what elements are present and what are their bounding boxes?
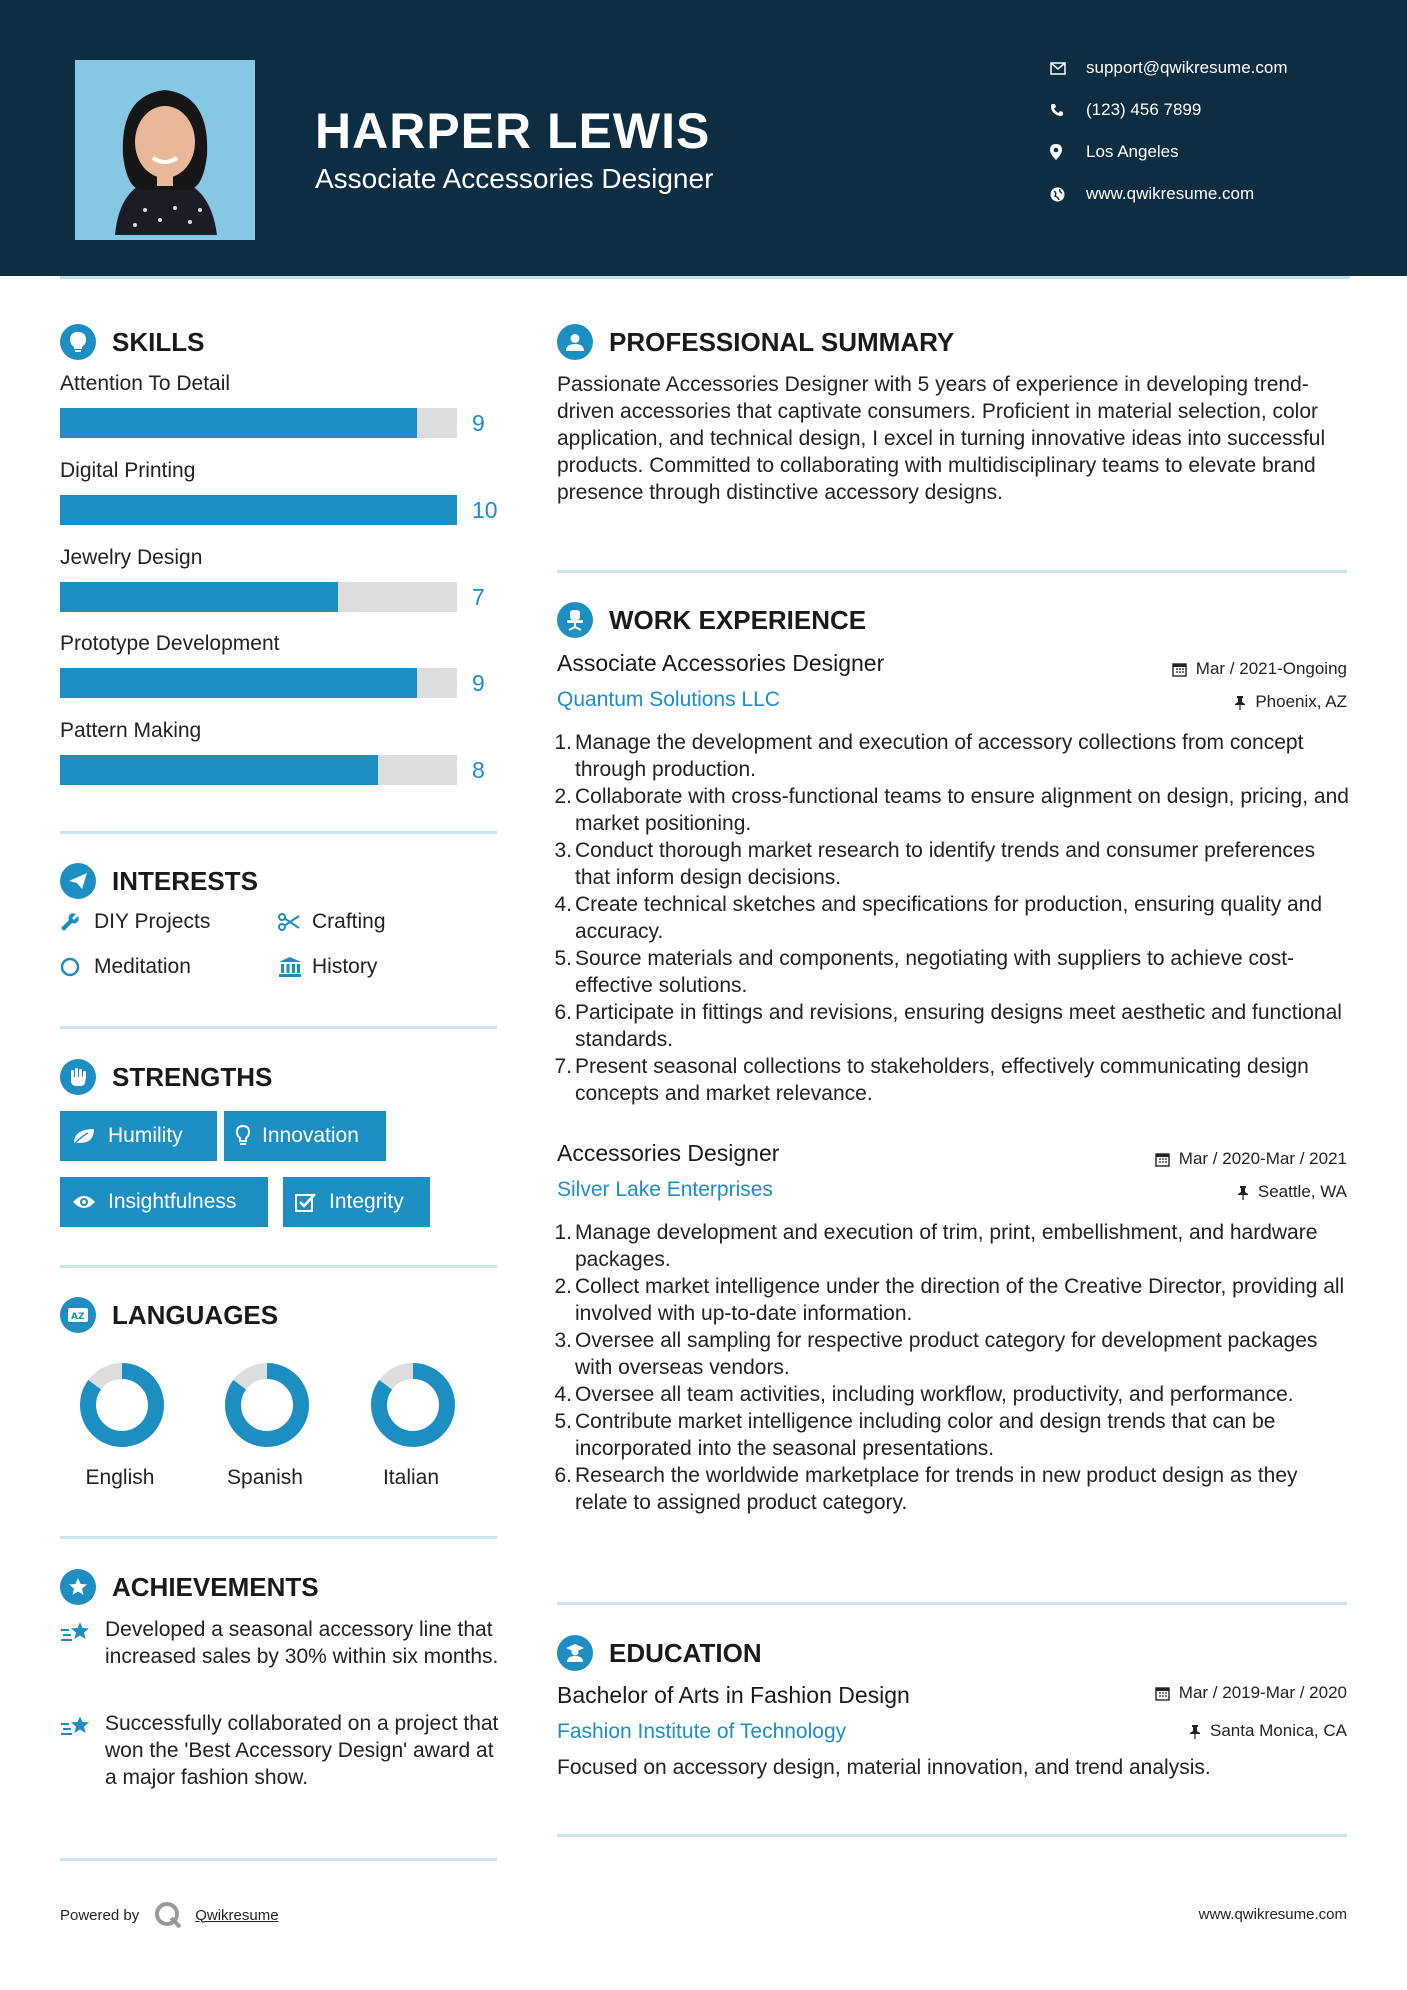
footer-website[interactable]: www.qwikresume.com [1198,1906,1347,1923]
job-date: Mar / 2021-Ongoing [1172,659,1347,679]
summary-heading: PROFESSIONAL SUMMARY [557,324,954,360]
skill-label: Jewelry Design [60,546,203,569]
skill-value: 9 [472,670,485,696]
interests-heading: INTERESTS [60,863,258,899]
language-label: Italian [382,1466,440,1489]
pushpin-icon [1189,1724,1201,1739]
skill-value: 7 [472,584,485,610]
qwikresume-link[interactable]: Qwikresume [195,1906,279,1924]
paper-plane-icon [60,863,96,899]
eye-icon [72,1194,96,1210]
education-description: Focused on accessory design, material innovation, and trend analysis. [557,1756,1211,1779]
skill-value: 10 [472,497,498,523]
section-divider [60,1858,497,1861]
candidate-title: Associate Accessories Designer [315,163,714,194]
list-item: 2. Collaborate with cross-functional teams to ensure alignment on design, pricing, and market positioning. [554,785,1349,835]
skill-value: 9 [472,410,485,436]
language-icon [60,1297,96,1333]
education-location: Santa Monica, CA [1189,1721,1347,1741]
job-location: Seattle, WA [1237,1182,1347,1202]
skill-bar-fill [60,668,417,698]
pushpin-icon [1234,695,1246,710]
candidate-name: HARPER LEWIS [315,103,711,159]
job-responsibilities [550,1219,1350,1516]
interest-item: DIY Projects [60,910,210,934]
profile-photo [75,60,255,240]
skill-label: Attention To Detail [60,372,231,395]
lightbulb-icon [236,1125,250,1147]
wrench-icon [60,912,94,932]
language-donut-chart [212,1350,322,1460]
envelope-icon [1050,62,1086,75]
contact-phone[interactable] [1050,100,1201,120]
education-school: Fashion Institute of Technology [557,1720,847,1743]
star-badge-icon [60,1569,96,1605]
section-divider [60,1536,497,1539]
shooting-star-icon [60,1616,105,1670]
list-item: 1. Manage development and execution of trim, print, embellishment, and hardware packages. [554,1221,1318,1271]
interest-item: History [278,955,377,979]
lightbulb-icon [60,324,96,360]
graduate-icon [557,1635,593,1671]
job-responsibilities [550,729,1350,1107]
contact-website[interactable] [1050,184,1254,204]
list-item: 2. Collect market intelligence under the direction of the Creative Director, providing all involved with up-to-date information. [554,1275,1345,1325]
skill-bar-fill [60,755,378,785]
fist-icon [60,1059,96,1095]
language-label: Spanish [227,1466,303,1489]
list-item: 6. Participate in fittings and revisions, ensuring designs meet aesthetic and functional standards. [554,1001,1342,1051]
resume-header [0,0,1407,276]
scissors-icon [278,913,312,931]
language-donut-chart [67,1350,177,1460]
contact-phone-text: (123) 456 7899 [1086,100,1202,119]
contact-email[interactable] [1050,58,1288,78]
language-donut-chart [358,1350,468,1460]
skill-bar-fill [60,582,338,612]
language-label: English [85,1466,155,1489]
section-divider [60,1026,497,1029]
contact-email-text: support@qwikresume.com [1086,58,1288,77]
office-chair-icon [557,602,593,638]
language-donut [358,1350,468,1465]
pushpin-icon [1237,1185,1249,1200]
contact-website-text: www.qwikresume.com [1086,184,1255,203]
summary-text: Passionate Accessories Designer with 5 years of experience in developing trend-driven accessories that captivate consumers. Proficient in material selection, color application, and technical design, I excel in turning innovative ideas into successful products. Committed to collaborating with multidisciplinary teams to elevate brand presence through distinctive accessory designs. [557,373,1326,504]
user-icon [557,324,593,360]
calendar-icon [1155,1686,1170,1701]
section-divider [60,1265,497,1268]
skill-bar [60,668,457,698]
list-item: 1. Manage the development and execution of accessory collections from concept through production. [554,731,1304,781]
contact-location [1050,142,1179,162]
calendar-icon [1172,662,1187,677]
languages-heading: AZ LANGUAGES [60,1297,278,1333]
section-divider [557,1602,1347,1605]
job-company: Silver Lake Enterprises [557,1178,773,1201]
skill-bar [60,582,457,612]
circle-icon [60,957,94,977]
list-item: 6. Research the worldwide marketplace for trends in new product design as they relate to assigned product category. [554,1464,1298,1514]
section-divider [557,570,1347,573]
achievement-item: Developed a seasonal accessory line that increased sales by 30% within six months. [60,1616,500,1670]
language-donut [67,1350,177,1465]
globe-icon [1050,187,1086,202]
skill-bar-fill [60,408,417,438]
section-divider [60,831,497,834]
header-divider [60,276,1350,279]
qwikresume-logo-icon [153,1900,183,1930]
list-item: 3. Oversee all sampling for respective product category for development packages with overseas vendors. [554,1329,1318,1379]
calendar-icon [1155,1152,1170,1167]
job-company: Quantum Solutions LLC [557,688,780,711]
skill-bar-fill [60,495,457,525]
job-location: Phoenix, AZ [1234,692,1347,712]
interest-item: Meditation [60,955,191,979]
section-divider [557,1834,1347,1837]
svg-text:AZ: AZ [71,1312,85,1322]
achievements-heading: ACHIEVEMENTS [60,1569,319,1605]
checkbox-icon [295,1192,317,1212]
list-item: 4. Create technical sketches and specifications for production, ensuring quality and accuracy. [554,893,1323,943]
list-item: 3. Conduct thorough market research to identify trends and consumer preferences that inform design decisions. [554,839,1316,889]
work-heading: WORK EXPERIENCE [557,602,866,638]
phone-icon [1050,103,1086,117]
skill-label: Prototype Development [60,632,280,655]
skill-bar [60,495,457,525]
strength-tag: Insightfulness [60,1177,268,1227]
education-date: Mar / 2019-Mar / 2020 [1155,1683,1347,1703]
list-item: 7. Present seasonal collections to stakeholders, effectively communicating design concepts and market relevance. [554,1055,1309,1105]
contact-location-text: Los Angeles [1086,142,1179,161]
skill-value: 8 [472,757,485,783]
skill-bar [60,755,457,785]
skills-heading: SKILLS [60,324,204,360]
achievement-item: Successfully collaborated on a project that won the 'Best Accessory Design' award at a major fashion show. [60,1710,500,1791]
strength-tag: Humility [60,1111,217,1161]
footer-powered-by: Powered by Qwikresume [60,1900,279,1930]
list-item: 4. Oversee all team activities, including workflow, productivity, and performance. [554,1383,1294,1406]
job-date: Mar / 2020-Mar / 2021 [1155,1149,1347,1169]
language-donut [212,1350,322,1465]
job-title: Associate Accessories Designer [557,650,885,676]
list-item: 5. Source materials and components, negotiating with suppliers to achieve cost-effective solutions. [554,947,1295,997]
map-pin-icon [1050,144,1086,160]
skill-label: Digital Printing [60,459,196,482]
job-title: Accessories Designer [557,1140,780,1166]
strengths-heading: STRENGTHS [60,1059,272,1095]
leaf-icon [72,1127,96,1145]
skill-bar [60,408,457,438]
education-heading: EDUCATION [557,1635,762,1671]
education-degree: Bachelor of Arts in Fashion Design [557,1682,910,1708]
strength-tag: Integrity [283,1177,430,1227]
interest-item: Crafting [278,910,386,934]
institution-icon [278,956,312,978]
skill-label: Pattern Making [60,719,202,742]
shooting-star-icon [60,1710,105,1791]
strength-tag: Innovation [224,1111,386,1161]
list-item: 5. Contribute market intelligence including color and design trends that can be incorporated into the seasonal presentations. [554,1410,1276,1460]
